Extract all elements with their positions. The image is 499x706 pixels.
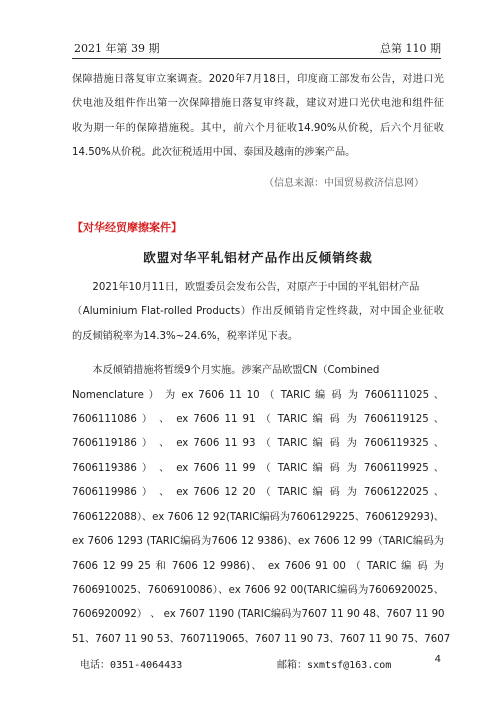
text-line: 本反倾销措施将暂缓9个月实施。涉案产品欧盟CN（Combined [92,365,380,377]
section-tag: 【对华经贸摩擦案件】 [72,221,182,235]
text-line: 7606119986 ） 、 ex 7606 12 20 （ TARIC 编 码 为 7606122025 、 [72,487,444,499]
source-note: （信息来源：中国贸易救济信息网） [264,177,424,189]
text-line: 51、7607 11 90 53、7607119065、7607 11 90 73、7607 11 90 75、7607 [72,633,451,645]
text-line: （Aluminium Flat-rolled Products）作出反倾销肯定性终裁，对中国企业征收 [72,306,444,318]
text-line: 收为期一年的保障措施税。其中，前六个月征收14.90%从价税，后六个月征收 [72,122,444,134]
page-header [72,38,441,59]
text-line: 的反倾销税率为14.3%~24.6%，税率详见下表。 [72,330,299,342]
text-line: ex 7606 1293 (TARIC编码为7606 12 9386)、ex 7606 12 99（TARIC编码为 [72,536,444,548]
phone-number: 电话：0351-4064433 [80,660,183,671]
text-line: Nomenclature ） 为 ex 7606 11 10 （ TARIC 编 码 为 7606111025 、 [72,389,444,401]
text-line: 7606119386 ） 、 ex 7606 11 99 （ TARIC 编 码 为 7606119925 、 [72,462,444,474]
article-title: 欧盟对华平轧铝材产品作出反倾销终裁 [143,250,373,266]
intro-paragraph [72,68,444,166]
issue-label: 2021 年第 39 期 [74,42,160,55]
text-line: 7606910025、7606910086）、ex 7606 92 00(TARIC编码为7606920025、 [72,584,444,596]
text-line: 伏电池及组件作出第一次保障措施日落复审终裁，建议对进口光伏电池和组件征 [72,98,444,110]
email-address: 邮箱：sxmtsf@163.com [277,660,392,671]
article-paragraph-2 [72,359,451,652]
article-paragraph-1 [72,276,444,349]
page-content [72,68,451,652]
text-line: 7606119186 ） 、 ex 7606 11 93 （ TARIC 编 码 为 7606119325 、 [72,438,444,450]
text-line: 7606 12 99 25 和 7606 12 9986)、 ex 7606 91 00 （ TARIC 编 码 为 [72,560,444,572]
text-line: 7606920092） 、 ex 7607 1190 (TARIC编码为7607 11 90 48、7607 11 90 [72,609,445,621]
text-line: 14.50%从价税。此次征税适用中国、泰国及越南的涉案产品。 [72,147,356,159]
total-issue-label: 总第 110 期 [380,42,441,55]
text-line: 7606111086 ） 、 ex 7606 11 91 （ TARIC 编 码 为 7606119125 、 [72,414,444,426]
text-line: 2021年10月11日，欧盟委员会发布公告，对原产于中国的平轧铝材产品 [92,282,420,294]
page-number: 4 [434,654,441,665]
text-line: 7606122088）、ex 7606 12 92(TARIC编码为7606129225、7606129293)、 [72,511,444,523]
text-line: 保障措施日落复审立案调查。2020年7月18日，印度商工部发布公告，对进口光 [72,74,444,85]
